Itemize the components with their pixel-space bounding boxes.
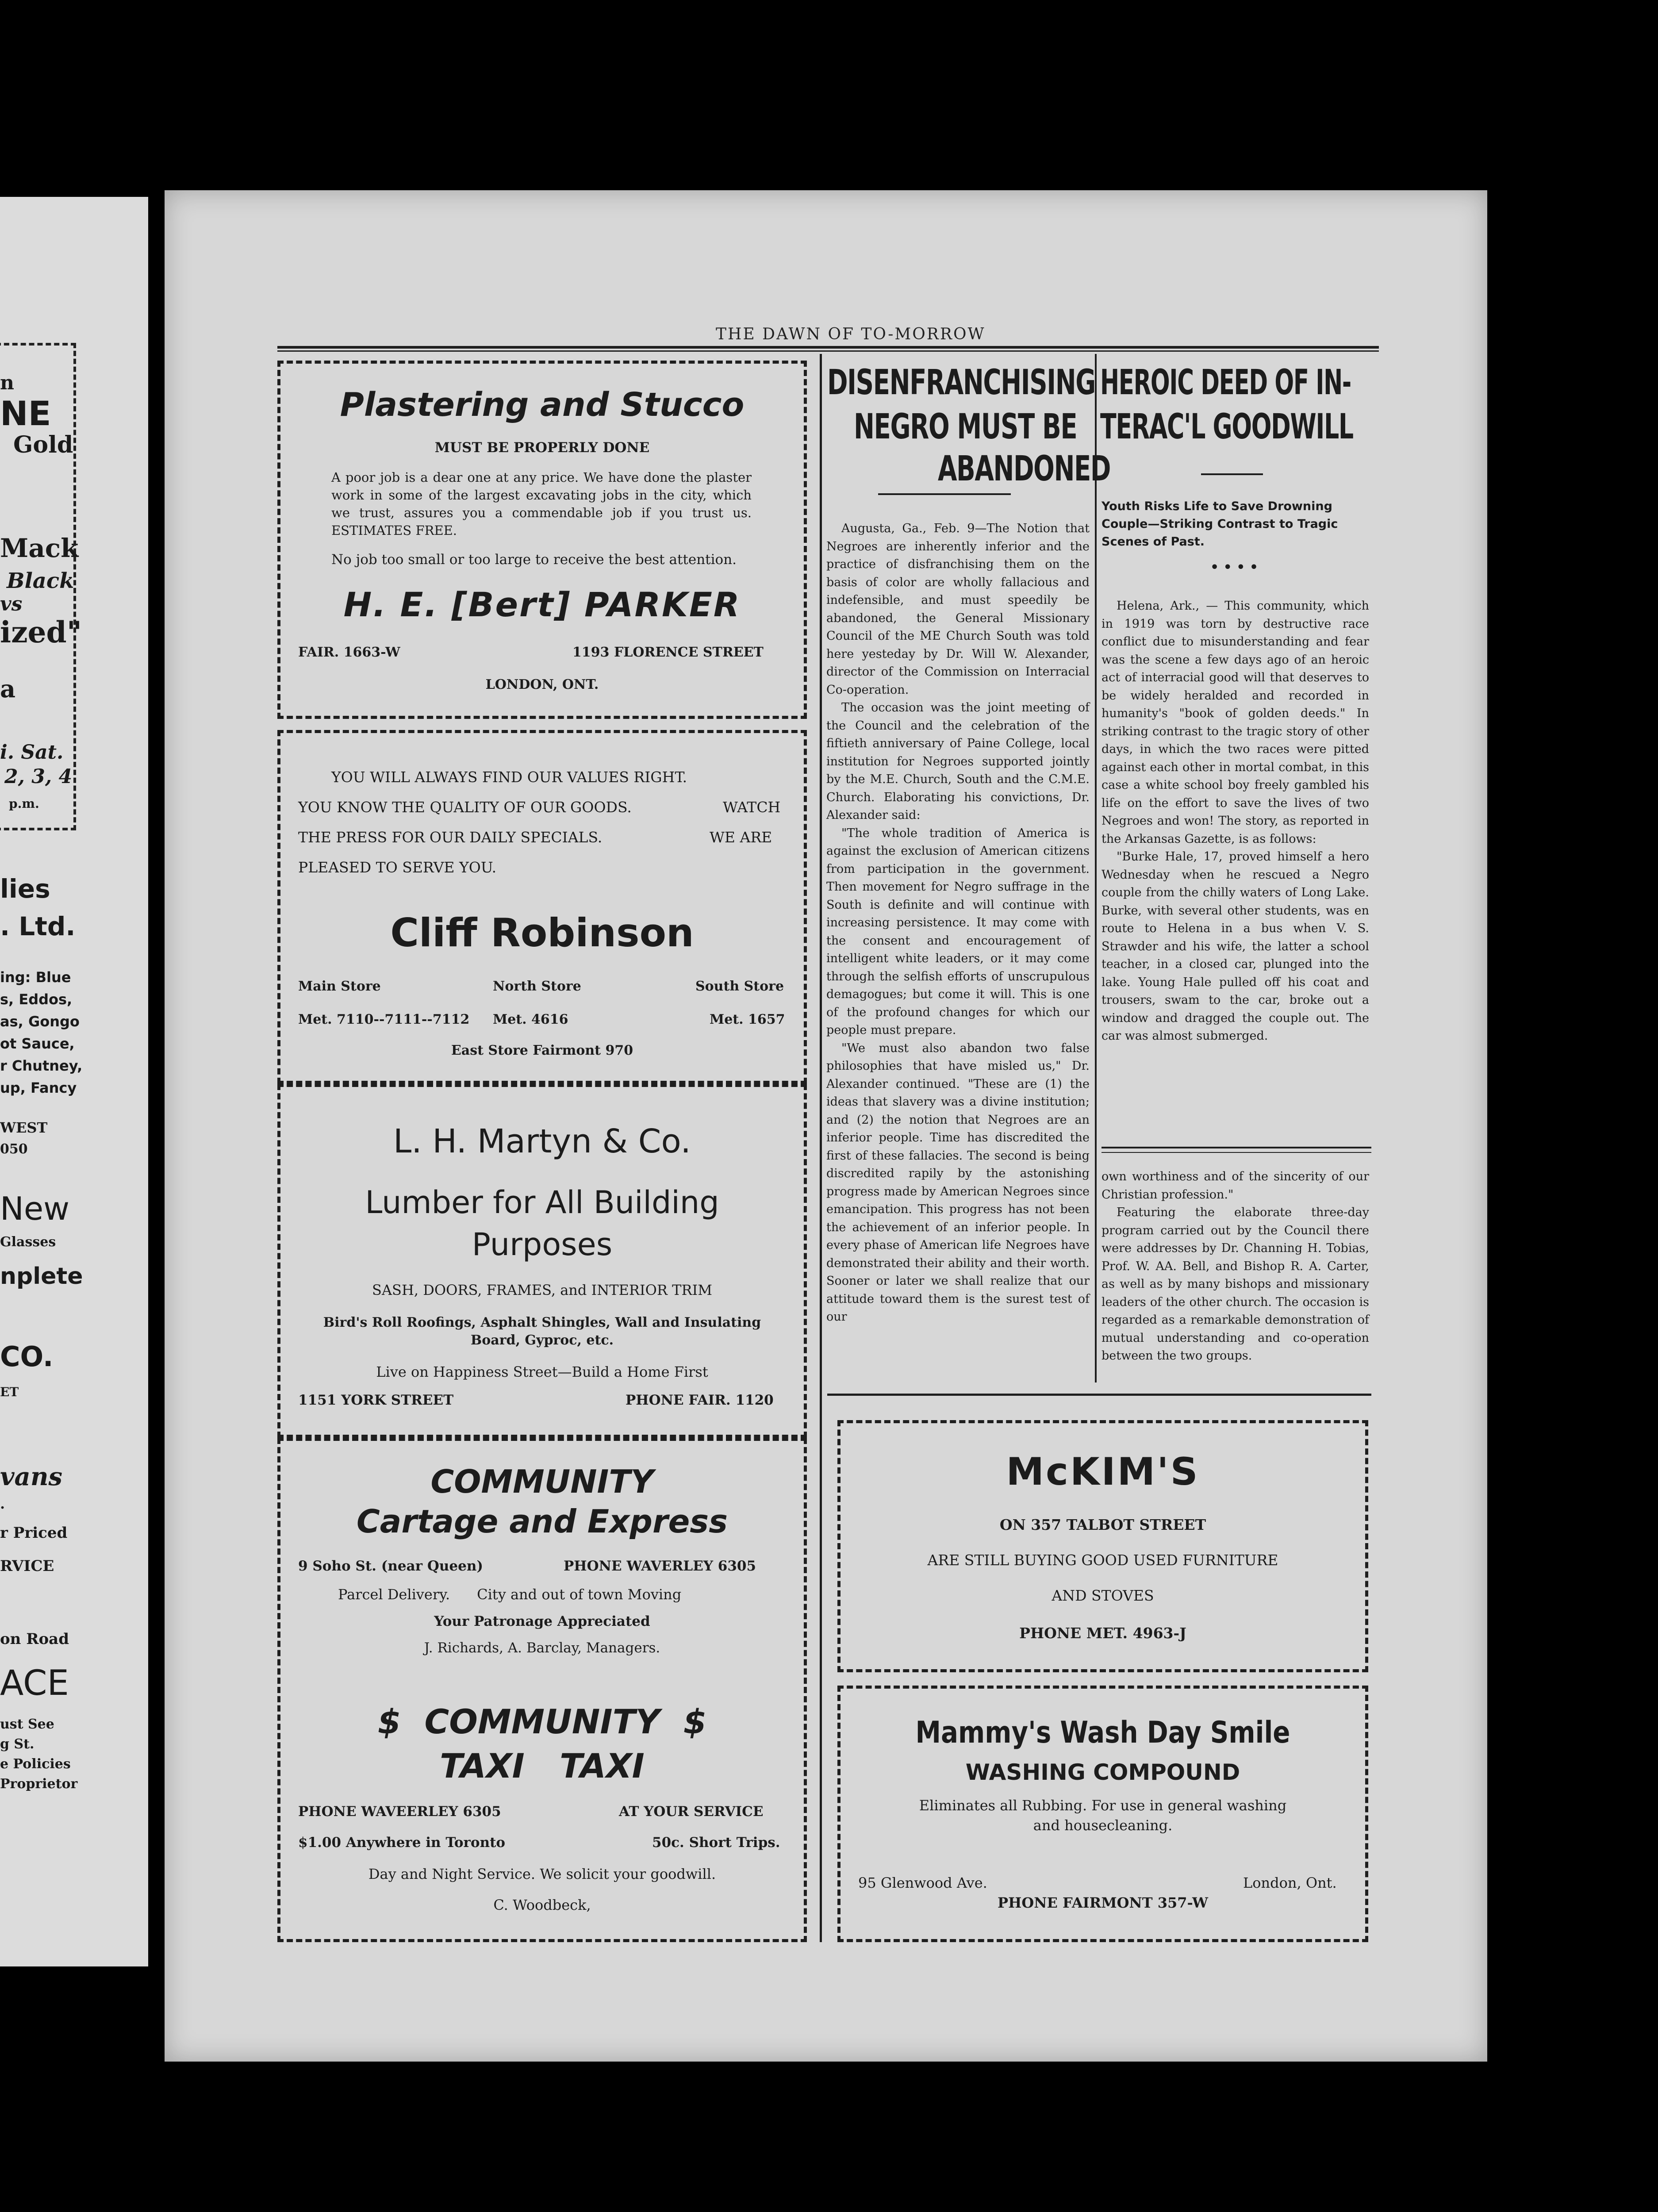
left-text-line: nplete — [0, 1263, 83, 1290]
article-stars: • • • • — [1210, 560, 1259, 575]
article-continued — [1101, 1168, 1369, 1365]
headline: NEGRO MUST BE — [854, 407, 1077, 447]
article-paragraph: The occasion was the joint meeting of the Council and the celebration of the fiftieth anniversary of Paine College, local institution for Negroes supported jointly by the M.E. Church, South and the C.M.E. Church. Elaborating his convictions, Dr. Alexander said: — [826, 701, 1090, 822]
store-phone: Met. 4616 — [493, 1012, 568, 1027]
ad-fare: $1.00 Anywhere in Toronto — [298, 1835, 506, 1851]
ad-line: AND STOVES — [1052, 1587, 1154, 1604]
ad-name: McKIM'S — [1006, 1450, 1200, 1494]
left-text-line: a — [0, 675, 15, 703]
ad-mckims — [837, 1420, 1368, 1672]
left-text-line: g St. — [0, 1736, 35, 1752]
left-text-line: e Policies — [0, 1756, 71, 1772]
store-phone: Met. 7110--7111--7112 — [298, 1012, 470, 1027]
left-text-line: ACE — [0, 1663, 69, 1703]
left-text-line: ized" — [0, 615, 82, 649]
article-end-rule — [1101, 1147, 1371, 1148]
headline: ABANDONED — [938, 449, 1111, 489]
ad-day-night: Day and Night Service. We solicit your goodwill. — [368, 1866, 716, 1882]
article-paragraph: Augusta, Ga., Feb. 9—The Notion that Negroes are inherently inferior and the practice of disfranchising them on the basis of color are wholly fallacious and indefensible, and must speedily be abandoned, the General Missionary Council of the ME Church South was told here yesteday by Dr. Will W. Alexander, director of the Commission on Interracial Co-operation. — [826, 522, 1090, 697]
article-paragraph: Helena, Ark., — This community, which in 1919 was torn by destructive race conflict due to misunderstanding and fear was the scene a few days ago of an heroic act of interracial good will that deserves to be widely heralded and recorded in humanity's "book of golden deeds." In striking contrast to the tragic story of other days, in which the two races were pitted against each other in mortal combat, in this case a white school boy freely gambled his life on the effort to save the lives of two Negroes and won! The story, as reported in the Arkansas Gazette, is as follows: — [1101, 599, 1369, 846]
ad-parker — [277, 361, 807, 719]
ad-managers: J. Richards, A. Barclay, Managers. — [424, 1640, 660, 1656]
ad-roof: Bird's Roll Roofings, Asphalt Shingles, Wall and Insulating — [323, 1315, 761, 1330]
ad-community-cartage — [277, 1438, 807, 1942]
left-text-line: ust See — [0, 1717, 54, 1732]
ad-title: Plastering and Stucco — [340, 386, 745, 424]
left-text-line: NE — [0, 394, 51, 433]
ad-note: No job too small or too large to receive the best attention. — [331, 552, 737, 568]
left-text-line: r Priced — [0, 1524, 68, 1542]
masthead: THE DAWN OF TO-MORROW — [716, 325, 986, 343]
left-text-line: p.m. — [9, 796, 39, 811]
left-text-line: RVICE — [0, 1557, 54, 1575]
ad-line: WATCH — [723, 799, 781, 816]
headline: TERAC'L GOODWILL — [1100, 407, 1353, 447]
left-text-line: r Chutney, — [0, 1057, 83, 1074]
ad-city: LONDON, ONT. — [485, 677, 599, 692]
left-text-line: vans — [0, 1462, 63, 1491]
ad-roof: Board, Gyproc, etc. — [470, 1333, 614, 1348]
ad-address: 1193 FLORENCE STREET — [572, 645, 764, 660]
ad-subtitle: MUST BE PROPERLY DONE — [434, 440, 650, 456]
ad-phone: PHONE WAVERLEY 6305 — [564, 1558, 756, 1574]
article-paragraph: own worthiness and of the sincerity of our Christian profession." — [1101, 1170, 1369, 1202]
headline-rule — [1201, 473, 1263, 475]
ad-services: Parcel Delivery. City and out of town Moving — [338, 1586, 682, 1603]
left-page-fragment — [0, 197, 148, 1966]
ad-martyn — [277, 1084, 807, 1438]
ad-city: London, Ont. — [1243, 1874, 1337, 1891]
left-text-line: ing: Blue — [0, 969, 71, 986]
article-paragraph: "The whole tradition of America is against the exclusion of American citizens from participation in the government. Then movement for Negro suffrage in the South is definite and will continue with increasing persistence. It may come with the consent and encouragement of intelligent white leaders, or it may come through the selfish efforts of unscrupulous demagogues; but come it will. This is one of the profound changes for which our people must prepare. — [826, 826, 1090, 1037]
left-text-line: . Ltd. — [0, 911, 76, 941]
left-text-line: WEST — [0, 1119, 48, 1136]
ad-body: A poor job is a dear one at any price. We have done the plaster work in some of the largest excavating jobs in the city, which we trust, assures you a commendable job if you trust us. ESTIMATES FREE. — [331, 470, 752, 538]
ad-line: ARE STILL BUYING GOOD USED FURNITURE — [927, 1551, 1278, 1569]
left-text-line: 2, 3, 4 — [4, 765, 73, 788]
section-rule — [827, 1394, 1371, 1396]
left-text-line: i. Sat. — [0, 741, 64, 764]
ad-name: H. E. [Bert] PARKER — [343, 585, 741, 624]
ad-east-store: East Store Fairmont 970 — [451, 1043, 633, 1058]
left-text-line: up, Fancy — [0, 1079, 77, 1096]
ad-trim: SASH, DOORS, FRAMES, and INTERIOR TRIM — [372, 1282, 712, 1298]
left-text-line: 050 — [0, 1141, 28, 1157]
masthead-rule — [277, 346, 1379, 349]
left-text-line: . — [0, 1495, 5, 1512]
article-end-rule — [1101, 1152, 1371, 1153]
headline: DISENFRANCHISING — [827, 363, 1095, 403]
article-body-col1 — [826, 520, 1090, 1326]
article-paragraph: "Burke Hale, 17, proved himself a hero Wednesday when he rescued a Negro couple from the chilly waters of Long Lake. Burke, with several other students, was en route to Helena in a bus when V. S. Strawder and his wife, the latter a school teacher, in a closed car, plunged into the lake. Young Hale pulled off his coat and trousers, swam to the car, broke out a window and dragged the couple out. The car was almost submerged. — [1101, 850, 1369, 1043]
ad-desc: Eliminates all Rubbing. For use in general washing — [919, 1797, 1287, 1814]
ad-title: Mammy's Wash Day Smile — [915, 1715, 1290, 1750]
ad-taxi-title: $ COMMUNITY $ — [377, 1702, 707, 1741]
ad-line: YOU KNOW THE QUALITY OF OUR GOODS. — [298, 799, 632, 816]
ad-slogan: Live on Happiness Street—Build a Home First — [376, 1363, 708, 1380]
left-text-line: n — [0, 372, 14, 394]
article-body-col2 — [1101, 597, 1369, 1045]
store-label: South Store — [695, 979, 784, 994]
left-text-line: Gold — [13, 431, 73, 458]
left-text-line: Proprietor — [0, 1776, 78, 1792]
article-deck: Youth Risks Life to Save Drowning Couple—Striking Contrast to Tragic Scenes of Past. — [1101, 499, 1338, 549]
ad-name: L. H. Martyn & Co. — [393, 1122, 691, 1160]
ad-desc: and housecleaning. — [1033, 1817, 1173, 1834]
ad-line: WE ARE — [710, 829, 772, 846]
left-text-line: vs — [0, 593, 23, 615]
left-text-line: ot Sauce, — [0, 1035, 75, 1052]
left-text-line: New — [0, 1190, 70, 1227]
article-paragraph: Featuring the elaborate three-day program carried out by the Council there were addresses by Dr. Channing H. Tobias, Prof. W. AA. Bell, and Bishop R. A. Carter, as well as by many bishops and missionary leaders of the other church. The occasion is regarded as a remarkable demonstration of mutual understanding and co-operation between the two groups. — [1101, 1206, 1369, 1363]
ad-subtitle: WASHING COMPOUND — [965, 1759, 1240, 1785]
ad-mammys-wash — [837, 1686, 1368, 1942]
ad-address: ON 357 TALBOT STREET — [999, 1516, 1206, 1533]
ad-phone: PHONE FAIRMONT 357-W — [998, 1894, 1208, 1911]
ad-address: 9 Soho St. (near Queen) — [298, 1558, 484, 1574]
ad-line: PLEASED TO SERVE YOU. — [298, 859, 497, 876]
ad-address: 1151 YORK STREET — [298, 1392, 454, 1408]
left-text-line: on Road — [0, 1630, 69, 1648]
ad-taxi-title: TAXI TAXI — [440, 1746, 645, 1786]
ad-patronage: Your Patronage Appreciated — [434, 1613, 650, 1629]
left-text-line: Glasses — [0, 1234, 56, 1250]
headline: HEROIC DEED OF IN- — [1100, 363, 1351, 403]
article-paragraph: "We must also abandon two false philosophies that have misled us," Dr. Alexander continued. "These are (1) the ideas that slavery was a divine institution; and (2) the notion that Negroes are an inferior people. Time has discredited the first of these fallacies. The second is being discredited rapily by the astonishing progress made by American Negroes since emancipation. This progress has not been the achievement of an inferior people. In every phase of American life Negroes have demonstrated their ability and their worth. Sooner or later we shall realize that our attitude toward them is the surest test of our — [826, 1041, 1090, 1324]
store-label: North Store — [493, 979, 581, 994]
left-text-line: Mack — [0, 533, 79, 563]
ad-line: THE PRESS FOR OUR DAILY SPECIALS. — [298, 829, 603, 846]
ad-phone: PHONE FAIR. 1120 — [626, 1392, 774, 1408]
left-text-line: lies — [0, 874, 50, 904]
store-label: Main Store — [298, 979, 381, 994]
left-text-line: ET — [0, 1385, 19, 1399]
left-text-line: Black — [7, 568, 74, 593]
ad-line: Lumber for All Building — [365, 1184, 719, 1221]
store-phone: Met. 1657 — [710, 1012, 785, 1027]
ad-phone: PHONE MET. 4963-J — [1019, 1624, 1186, 1642]
masthead-rule — [277, 350, 1379, 352]
column-divider — [1095, 354, 1097, 1382]
ad-line: Purposes — [472, 1226, 613, 1263]
ad-line: YOU WILL ALWAYS FIND OUR VALUES RIGHT. — [331, 768, 687, 786]
ad-cliff-robinson — [277, 730, 807, 1084]
ad-short: 50c. Short Trips. — [652, 1835, 780, 1851]
ad-phone: FAIR. 1663-W — [298, 645, 400, 660]
left-text-line: CO. — [0, 1340, 54, 1373]
left-text-line: as, Gongo — [0, 1013, 80, 1030]
ad-name: Cliff Robinson — [390, 910, 694, 956]
ad-address: 95 Glenwood Ave. — [858, 1874, 987, 1891]
ad-taxi-phone: PHONE WAVEERLEY 6305 — [298, 1804, 501, 1820]
left-text-line: s, Eddos, — [0, 991, 73, 1008]
headline-rule — [878, 493, 1011, 495]
ad-service: AT YOUR SERVICE — [619, 1804, 764, 1820]
ad-owner: C. Woodbeck, — [493, 1897, 591, 1913]
ad-title: COMMUNITY — [430, 1463, 654, 1500]
column-divider — [820, 354, 822, 1942]
ad-title: Cartage and Express — [356, 1503, 728, 1540]
